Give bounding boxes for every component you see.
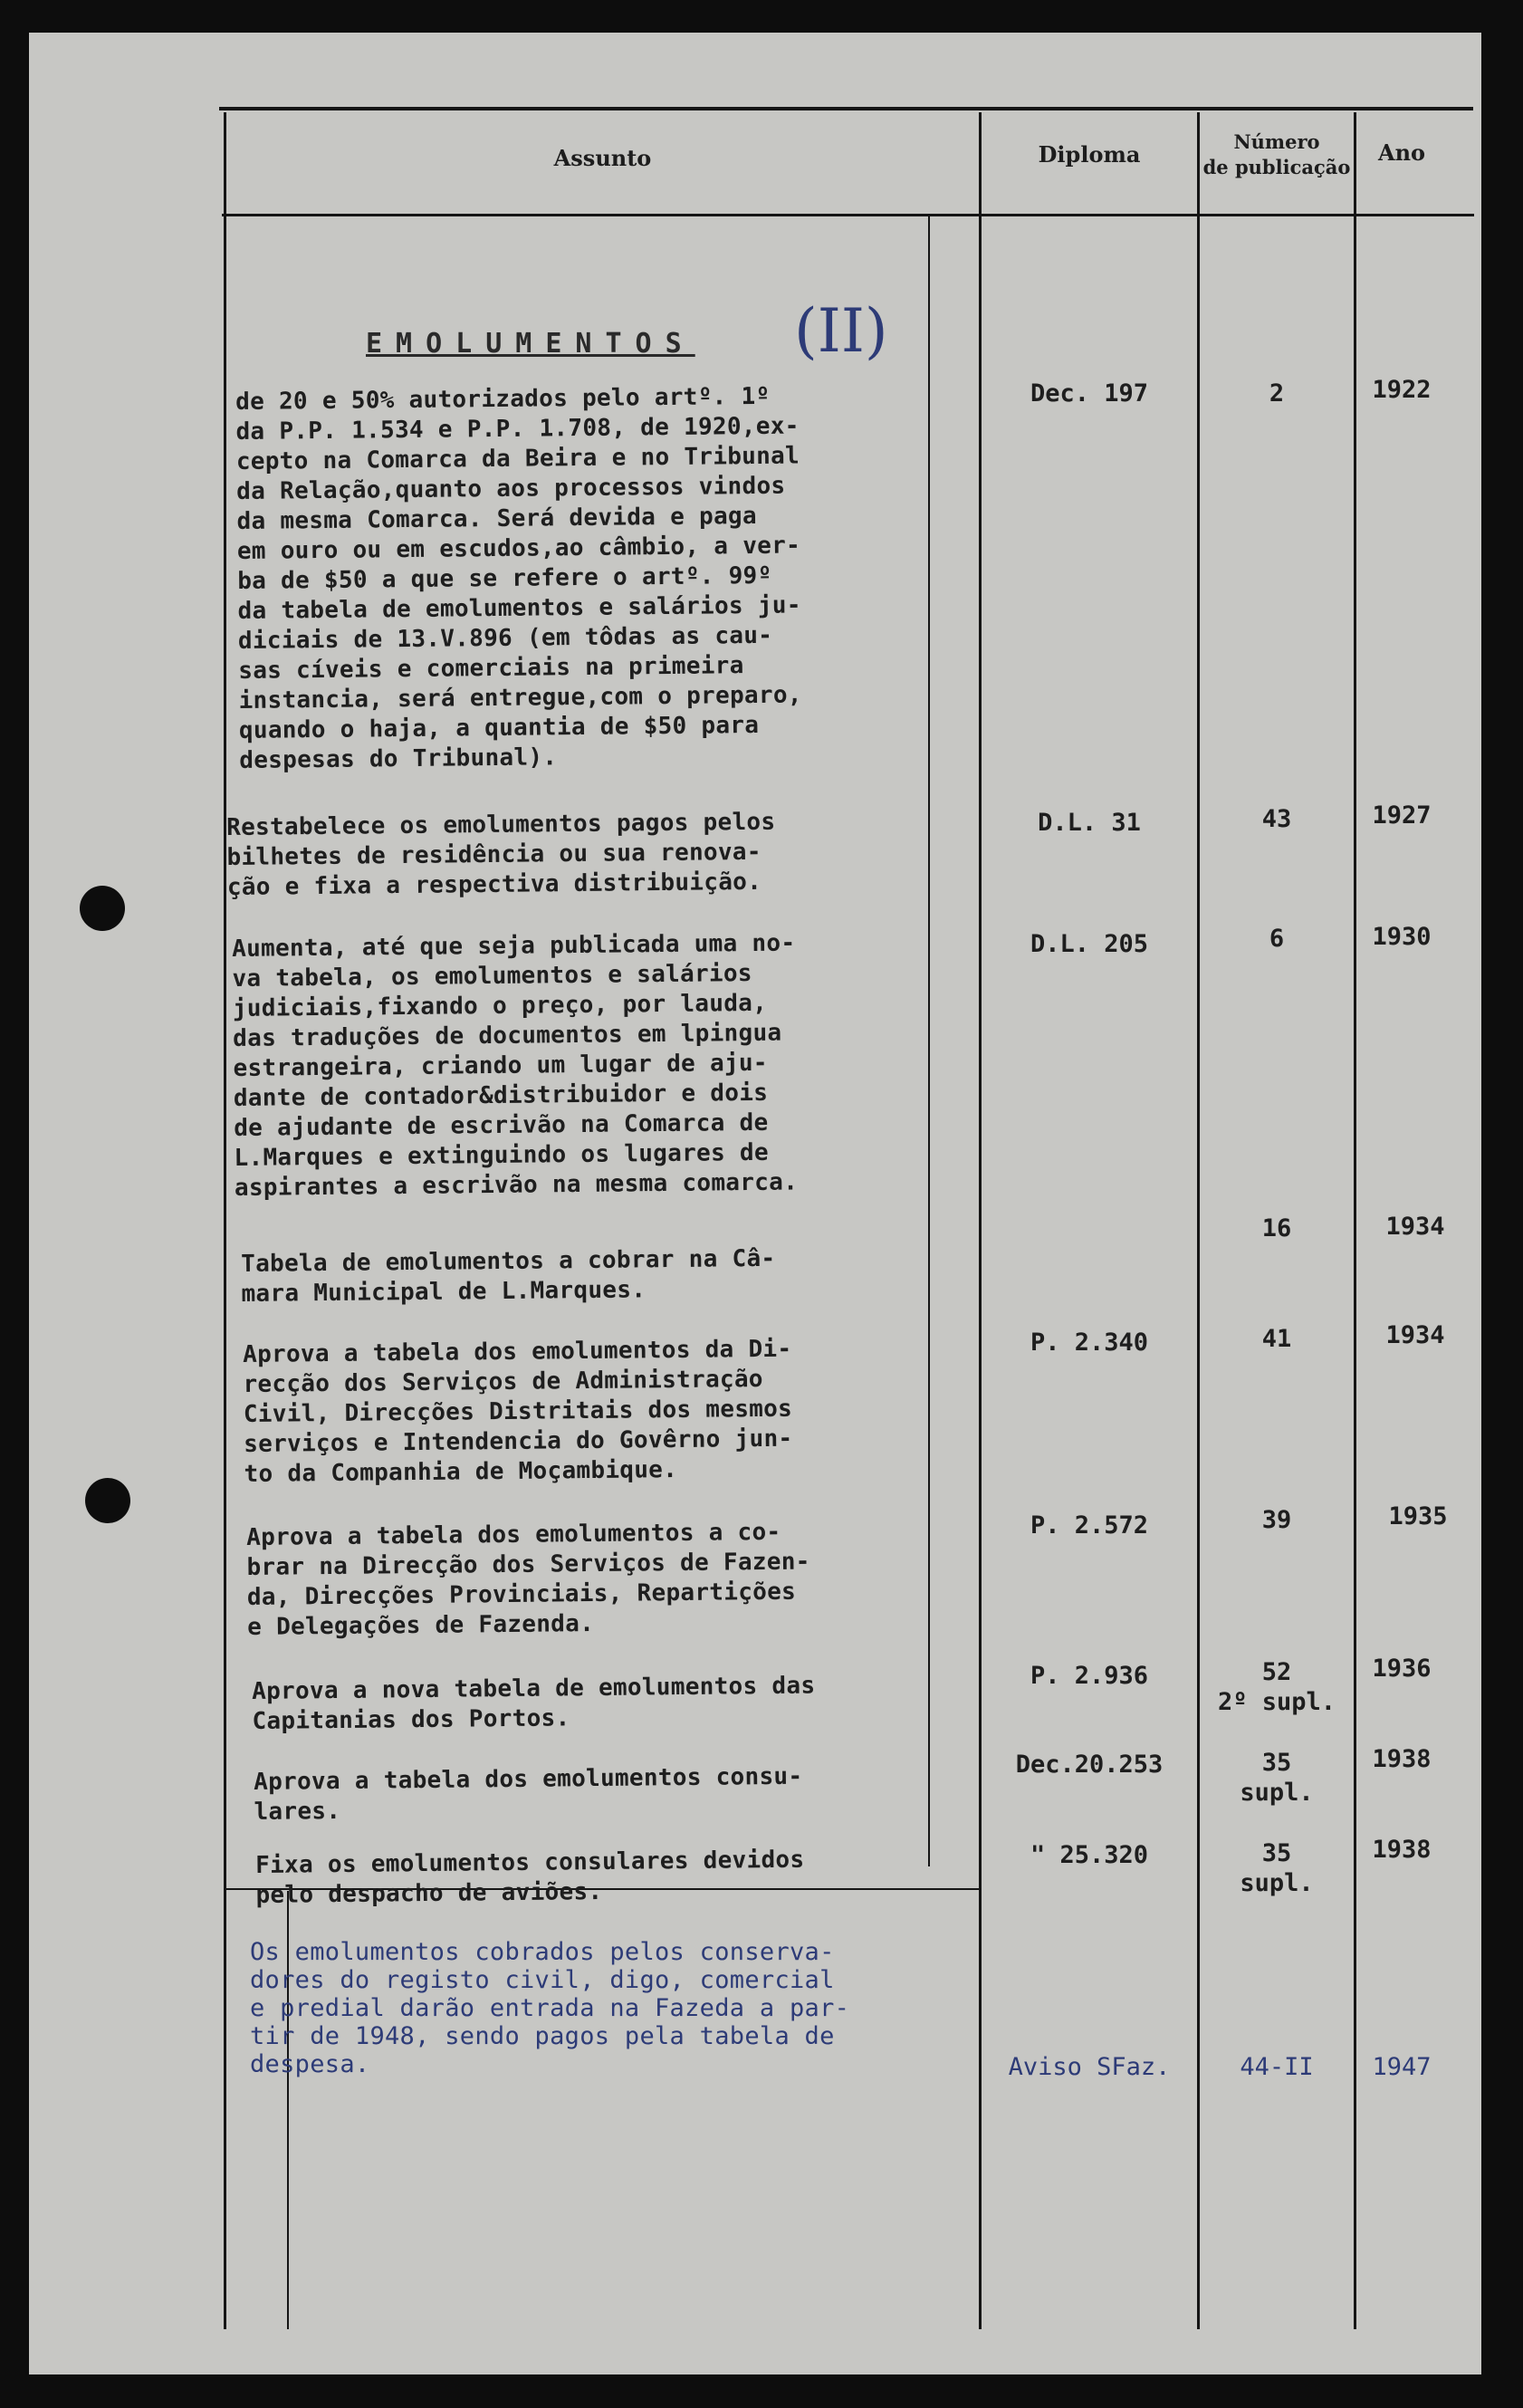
section-roman-numeral: (II)	[794, 296, 888, 366]
assunto-inner-rule	[928, 216, 930, 1866]
column-rule-left	[224, 112, 226, 2329]
entry-text: Aprova a nova tabela de emolumentos das Capitanias dos Portos.	[252, 1672, 816, 1735]
entry-diploma: P. 2.572	[1030, 1511, 1149, 1540]
note-numero: 44-II	[1240, 2053, 1314, 2081]
entry-ano: 1938	[1372, 1836, 1432, 1864]
entry-ano: 1922	[1372, 376, 1432, 404]
entry-numero: 43	[1261, 805, 1292, 833]
entry-numero: 39	[1261, 1506, 1292, 1534]
column-rule-assunto-diploma	[979, 112, 982, 2329]
entry-text: Aumenta, até que seja publicada uma no- va tabela, os emolumentos e salários judiciais,fixando o preço, por lauda, das traduções de documentos em lpingua estrangeira, criando um lugar de aju- dante de contador&distribuidor e dois de ajudante de escrivão na Comarca de L.Marques e extinguindo os lugares de aspirantes a escrivão na mesma comarca.	[232, 929, 799, 1202]
entry-ano: 1934	[1385, 1321, 1445, 1349]
entry-numero: 6	[1269, 925, 1285, 953]
entry-numero: 2	[1269, 379, 1285, 408]
entry-ano: 1935	[1388, 1502, 1448, 1530]
header-numero-line1: Número	[1233, 130, 1320, 153]
header-diploma: Diploma	[1038, 141, 1141, 168]
entry-numero: 52 2º supl.	[1217, 1658, 1336, 1716]
entry-ano: 1934	[1385, 1213, 1445, 1241]
note-diploma: Aviso SFaz.	[1008, 2053, 1171, 2081]
punch-hole-top	[80, 886, 125, 931]
entry-text: de 20 e 50% autorizados pelo artº. 1º da P.P. 1.534 e P.P. 1.708, de 1920,ex- cepto na Comarca da Beira e no Tribunal da Relação,quanto aos processos vindos da mesma Comarca. Será devida e paga em ouro ou em escudos,ao câmbio, a ver- ba de $50 a que se refere o artº. 99º da tabela de emolumentos e salários ju- diciais de 13.V.896 (em tôdas as cau- sas cíveis e comerciais na primeira instancia, será entregue,com o preparo, quando o haja, a quantia de $50 para despesas do Tribunal).	[235, 382, 802, 774]
entry-text: Aprova a tabela dos emolumentos consu- lares.	[254, 1762, 803, 1826]
header-assunto: Assunto	[553, 145, 652, 171]
note-text: Os emolumentos cobrados pelos conserva- dores do registo civil, digo, comercial e predial darão entrada na Fazeda a par- tir de 1948, sendo pagos pela tabela de despesa.	[250, 1938, 850, 2078]
entry-diploma: D.L. 31	[1038, 809, 1141, 837]
entry-ano: 1930	[1372, 923, 1432, 951]
entry-text: Fixa os emolumentos consulares devidos pelo despacho de aviões.	[255, 1846, 805, 1909]
entry-text: Tabela de emolumentos a cobrar na Câ- mara Municipal de L.Marques.	[241, 1244, 776, 1308]
entry-diploma: D.L. 205	[1030, 930, 1149, 958]
note-ano: 1947	[1372, 2053, 1432, 2081]
entry-ano: 1938	[1372, 1745, 1432, 1773]
entry-diploma: P. 2.340	[1030, 1329, 1149, 1357]
section-title: EMOLUMENTOS	[366, 328, 695, 360]
header-numero-line2: de publicação	[1202, 156, 1351, 178]
header-ano: Ano	[1377, 139, 1426, 166]
entry-ano: 1927	[1372, 801, 1432, 830]
top-border-line	[219, 107, 1473, 110]
punch-hole-bottom	[85, 1478, 130, 1523]
entry-text: Aprova a tabela dos emolumentos da Di- recção dos Serviços de Administração Civil, Direcções Distritais dos mesmos serviços e Intendencia do Govêrno jun- to da Companhia de Moçambique.	[243, 1335, 793, 1488]
entry-text: Restabelece os emolumentos pagos pelos bilhetes de residência ou sua renova- ção e fixa a respectiva distribuição.	[226, 808, 776, 901]
entry-numero: 41	[1261, 1325, 1292, 1353]
entry-numero: 35 supl.	[1240, 1839, 1314, 1897]
entry-numero: 16	[1261, 1214, 1292, 1242]
header-bottom-line	[222, 214, 1474, 216]
entry-ano: 1936	[1372, 1655, 1432, 1683]
entry-diploma: P. 2.936	[1030, 1662, 1149, 1690]
document-page	[29, 33, 1481, 2374]
entry-numero: 35 supl.	[1240, 1749, 1314, 1807]
entry-diploma: Dec. 197	[1030, 379, 1149, 408]
entry-diploma: Dec.20.253	[1015, 1751, 1164, 1779]
entry-diploma: " 25.320	[1030, 1841, 1149, 1869]
entry-text: Aprova a tabela dos emolumentos a co- brar na Direcção dos Serviços de Fazen- da, Direcções Provinciais, Repartições e Delegações de Fazenda.	[246, 1518, 810, 1641]
